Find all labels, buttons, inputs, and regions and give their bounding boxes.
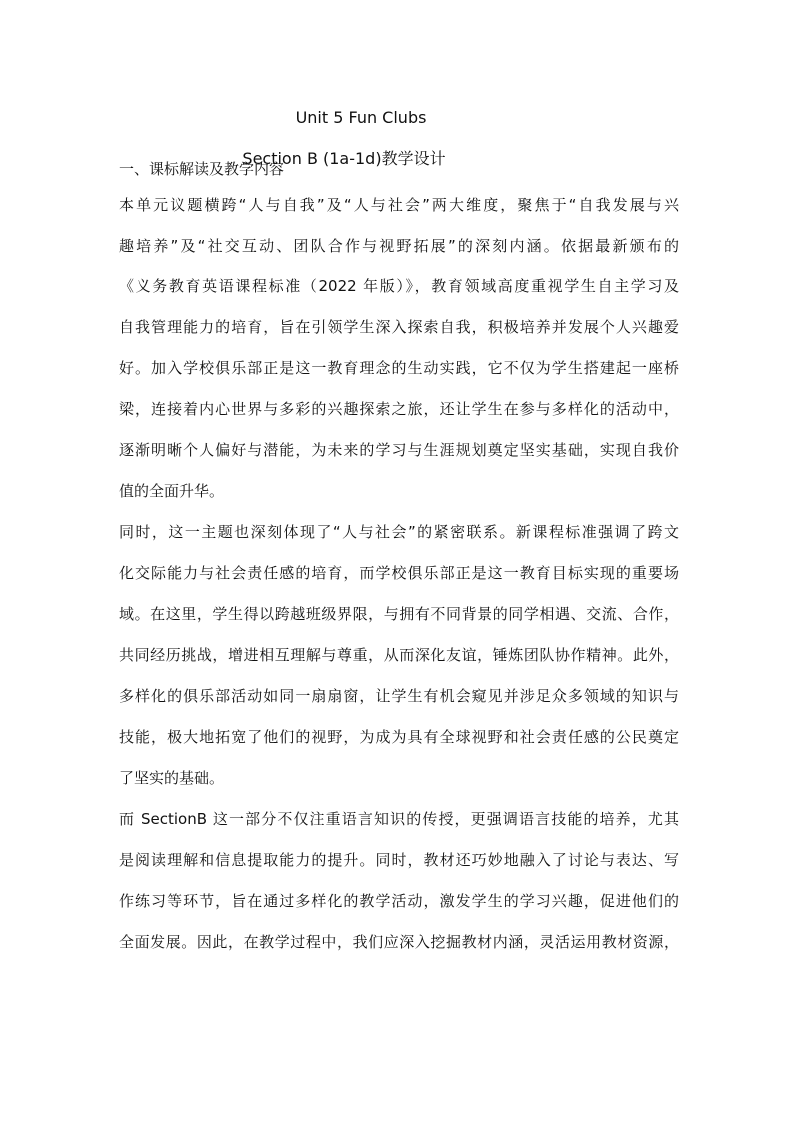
section-heading: 一、课标解读及教学内容	[119, 160, 285, 178]
paragraph-line: 同时，这一主题也深刻体现了“人与社会”的紧密联系。新课程标准强调了跨文	[119, 523, 679, 541]
paragraph-line: 是阅读理解和信息提取能力的提升。同时，教材还巧妙地融入了讨论与表达、写	[119, 851, 679, 869]
paragraph-line: 自我管理能力的培育，旨在引领学生深入探索自我，积极培养并发展个人兴趣爱	[119, 318, 679, 336]
paragraph-line: 而 SectionB 这一部分不仅注重语言知识的传授，更强调语言技能的培养，尤其	[119, 810, 679, 828]
paragraph-line: 《义务教育英语课程标准（2022 年版）》，教育领域高度重视学生自主学习及	[119, 277, 679, 295]
paragraph-line: 域。在这里，学生得以跨越班级界限，与拥有不同背景的同学相遇、交流、合作，	[119, 605, 679, 623]
paragraph-line: 本单元议题横跨“人与自我”及“人与社会”两大维度，聚焦于“自我发展与兴	[119, 196, 679, 214]
paragraph-line: 了坚实的基础。	[119, 769, 225, 787]
paragraph-line: 全面发展。因此，在教学过程中，我们应深入挖掘教材内涵，灵活运用教材资源，	[119, 933, 679, 951]
document-subtitle: Section B (1a-1d)教学设计	[242, 149, 446, 168]
paragraph-line: 作练习等环节，旨在通过多样化的教学活动，激发学生的学习兴趣，促进他们的	[119, 892, 679, 910]
paragraph-line: 技能，极大地拓宽了他们的视野，为成为具有全球视野和社会责任感的公民奠定	[119, 728, 679, 746]
paragraph-line: 化交际能力与社会责任感的培育，而学校俱乐部正是这一教育目标实现的重要场	[119, 564, 679, 582]
paragraph-line: 逐渐明晰个人偏好与潜能，为未来的学习与生涯规划奠定坚实基础，实现自我价	[119, 441, 679, 459]
paragraph-line: 趣培养”及“社交互动、团队合作与视野拓展”的深刻内涵。依据最新颁布的	[119, 237, 679, 255]
document-title: Unit 5 Fun Clubs	[295, 108, 427, 127]
paragraph-line: 梁，连接着内心世界与多彩的兴趣探索之旅，还让学生在参与多样化的活动中，	[119, 400, 679, 418]
paragraph-line: 多样化的俱乐部活动如同一扇扇窗，让学生有机会窥见并涉足众多领域的知识与	[119, 687, 679, 705]
paragraph-line: 值的全面升华。	[119, 482, 225, 500]
paragraph-line: 好。加入学校俱乐部正是这一教育理念的生动实践，它不仅为学生搭建起一座桥	[119, 359, 679, 377]
paragraph-line: 共同经历挑战，增进相互理解与尊重，从而深化友谊，锤炼团队协作精神。此外，	[119, 646, 679, 664]
